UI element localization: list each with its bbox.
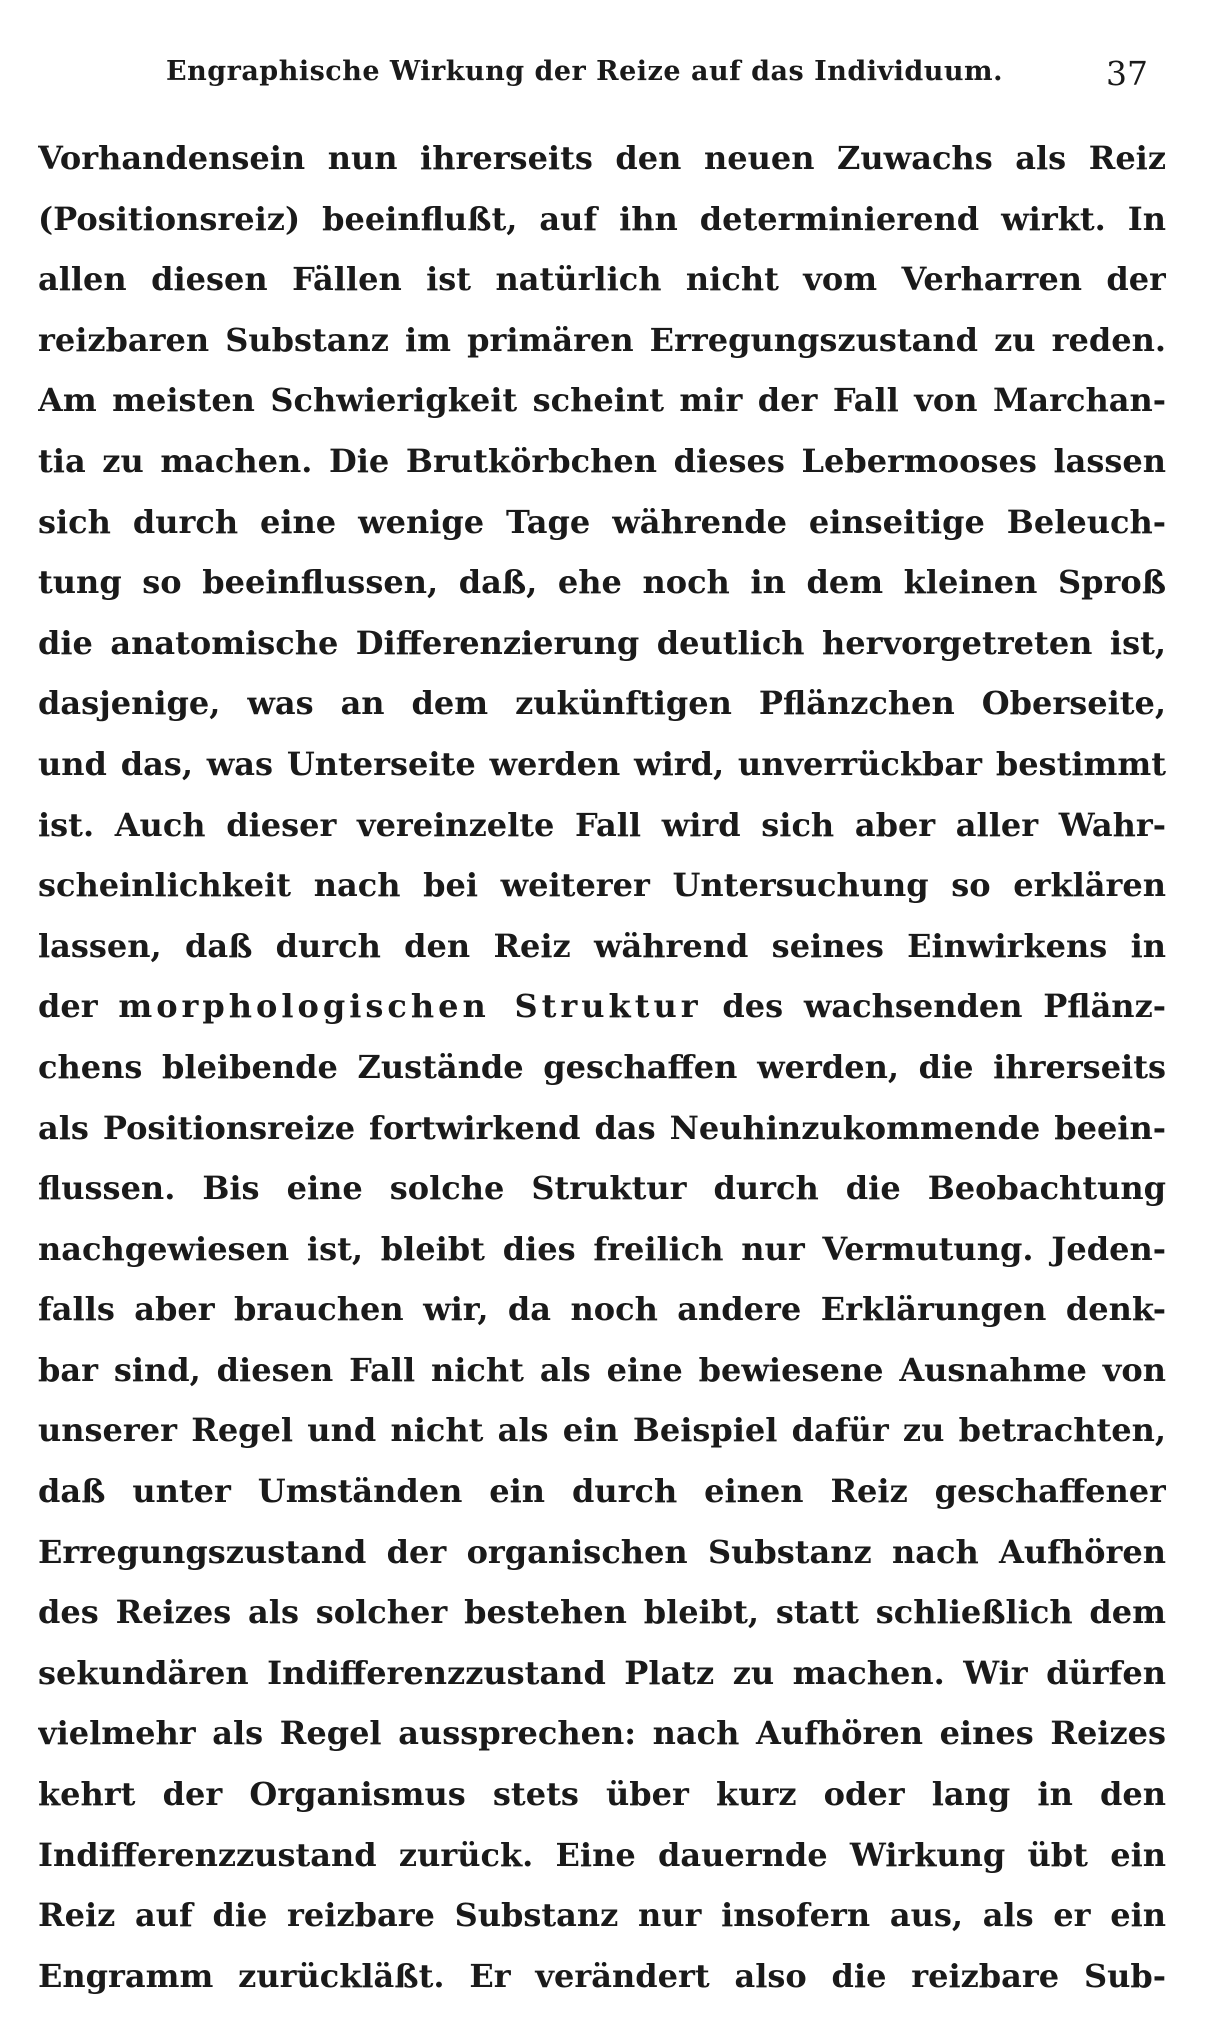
text-line: allen diesen Fällen ist natürlich nicht vom Verharren der [38,260,1166,299]
text-line: dasjenige, was an dem zukünftigen Pflänzchen Oberseite, [38,684,1166,723]
text-line: bar sind, diesen Fall nicht als eine bewiesene Ausnahme von [38,1350,1166,1389]
line-end: des wachsenden Pflänz- [722,987,1166,1026]
text-line: ist. Auch dieser vereinzelte Fall wird sich aber aller Wahr- [38,805,1166,844]
text-line: lassen, daß durch den Reiz während seines Einwirkens in [38,926,1166,965]
text-line: scheinlichkeit nach bei weiterer Untersuchung so erklären [38,866,1166,905]
running-head [38,56,1166,96]
spaced-emphasis: morphologischen Struktur [118,987,702,1026]
text-line: Reiz auf die reizbare Substanz nur insofern aus, als er ein [38,1896,1166,1935]
text-line: Vorhandensein nun ihrerseits den neuen Zuwachs als Reiz [38,139,1166,177]
text-line: des Reizes als solcher bestehen bleibt, statt schließlich dem [38,1593,1166,1632]
text-line: sich durch eine wenige Tage währende einseitige Beleuch- [38,502,1166,541]
body-text [38,128,1166,2006]
text-line: tung so beeinflussen, daß, ehe noch in dem kleinen Sproß [38,563,1166,602]
text-line: Erregungszustand der organischen Substanz nach Aufhören [38,1532,1166,1571]
text-line: tia zu machen. Die Brutkörbchen dieses Lebermooses lassen [38,441,1166,480]
running-title: Engraphische Wirkung der Reize auf das Individuum. [166,56,1004,87]
text-line: reizbaren Substanz im primären Erregungszustand zu reden. [38,320,1166,359]
text-line: und das, was Unterseite werden wird, unverrückbar bestimmt [38,744,1166,783]
text-line: unserer Regel und nicht als ein Beispiel dafür zu betrachten, [38,1411,1166,1450]
text-line: daß unter Umständen ein durch einen Reiz geschaffener [38,1472,1166,1511]
text-line: sekundären Indifferenzzustand Platz zu machen. Wir dürfen [38,1653,1166,1692]
line-start: der [38,987,98,1026]
text-line: als Positionsreize fortwirkend das Neuhinzukommende beein- [38,1108,1166,1147]
page-number: 37 [1106,54,1148,93]
text-line: Engramm zurückläßt. Er verändert also die reizbare Sub- [38,1956,1166,1995]
text-line: die anatomische Differenzierung deutlich hervorgetreten ist, [38,623,1166,662]
text-line: chens bleibende Zustände geschaffen werden, die ihrerseits [38,1047,1166,1086]
text-line: nachgewiesen ist, bleibt dies freilich nur Vermutung. Jeden- [38,1229,1166,1268]
text-line: vielmehr als Regel aussprechen: nach Aufhören eines Reizes [38,1714,1166,1753]
text-line-spaced-emphasis [38,976,1166,1037]
text-line: (Positionsreiz) beeinflußt, auf ihn determinierend wirkt. In [38,199,1166,238]
text-line: falls aber brauchen wir, da noch andere Erklärungen denk- [38,1290,1166,1329]
text-line: Am meisten Schwierigkeit scheint mir der Fall von Marchan- [38,381,1166,420]
book-page [38,0,1166,2028]
text-line: Indifferenzzustand zurück. Eine dauernde Wirkung übt ein [38,1835,1166,1874]
text-line: kehrt der Organismus stets über kurz oder lang in den [38,1775,1166,1814]
text-line: flussen. Bis eine solche Struktur durch die Beobachtung [38,1169,1166,1208]
